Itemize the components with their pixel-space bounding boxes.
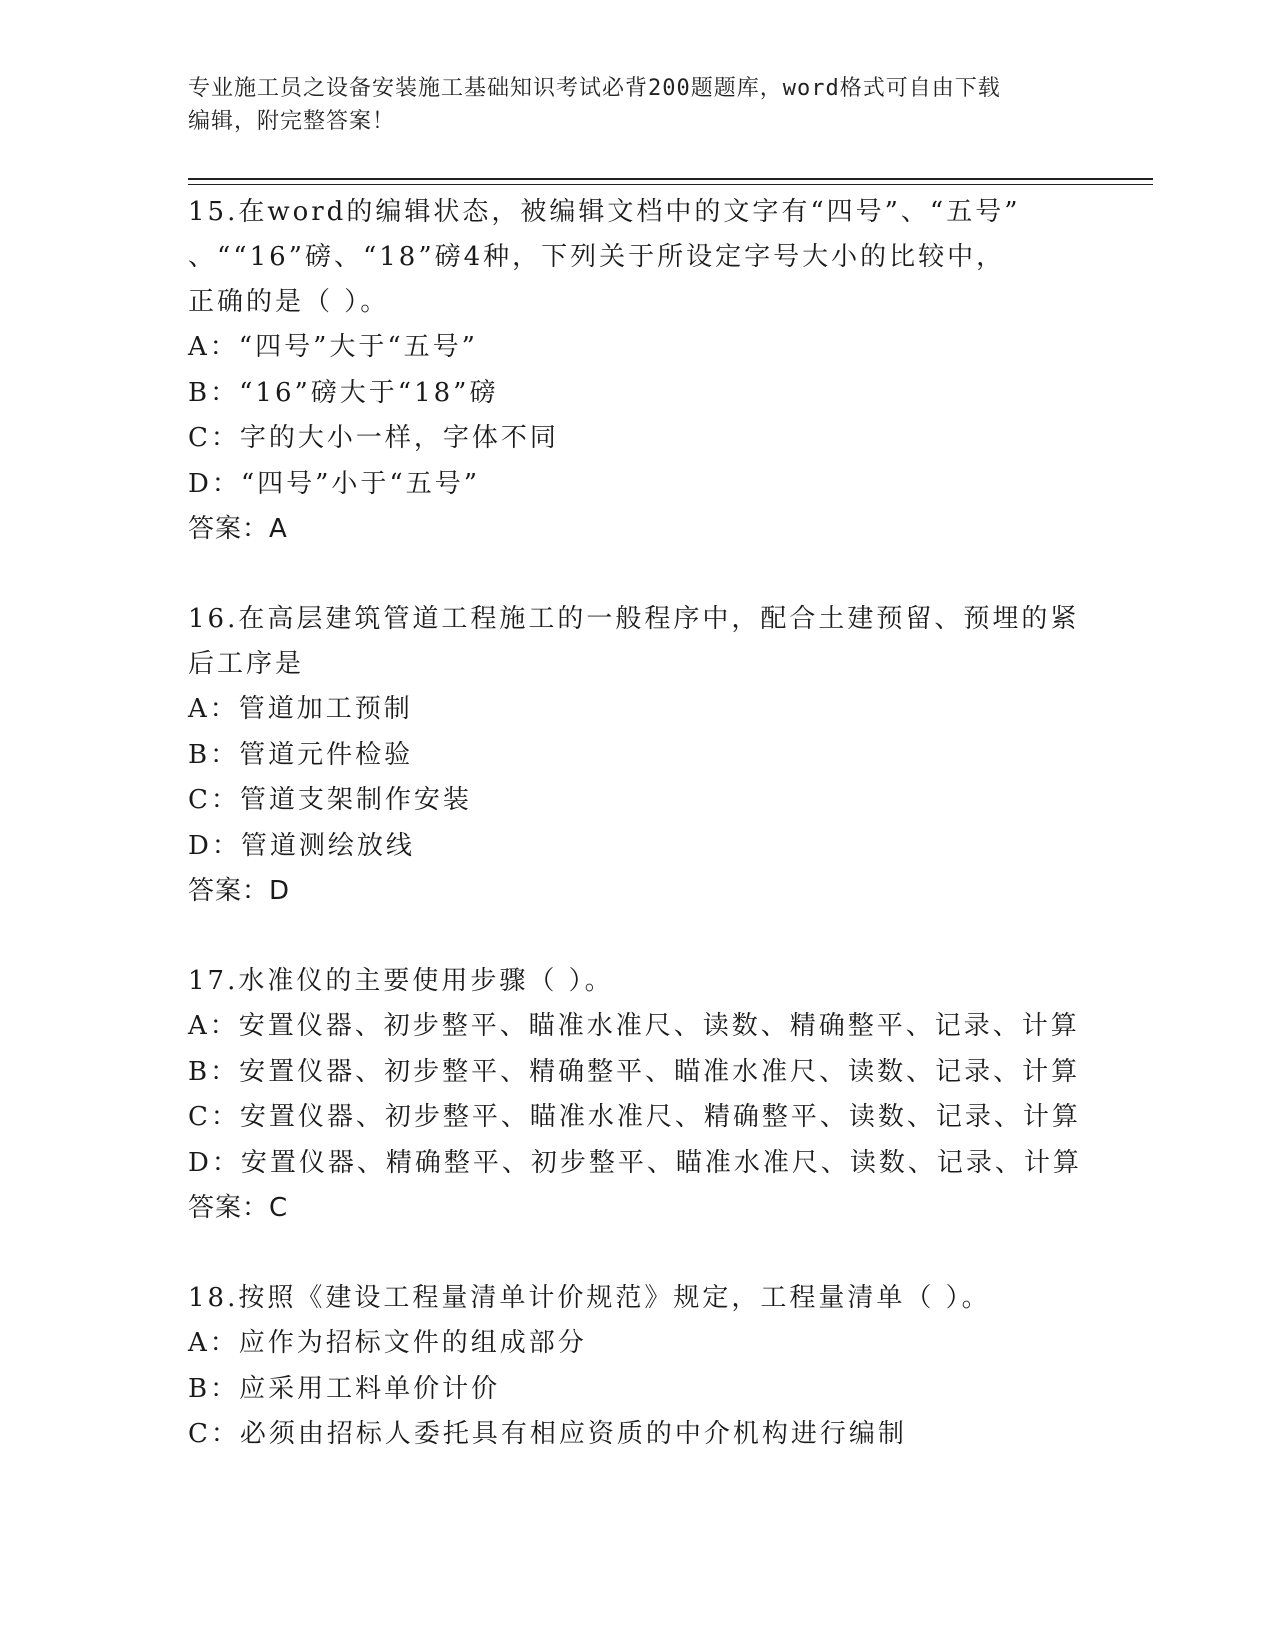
header-line-1: 专业施工员之设备安装施工基础知识考试必背200题题库，word格式可自由下载 — [188, 76, 1001, 101]
option-c: C：安置仪器、初步整平、瞄准水准尺、精确整平、读数、记录、计算 — [188, 1102, 1081, 1132]
header-divider-thick — [188, 178, 1153, 180]
option-a: A：应作为招标文件的组成部分 — [188, 1328, 587, 1358]
option-d: D：“四号”小于“五号” — [188, 468, 481, 499]
option-a: A：管道加工预制 — [188, 694, 413, 724]
question-18 — [188, 1276, 1088, 1458]
header-divider-thin — [188, 184, 1153, 185]
option-a: A：安置仪器、初步整平、瞄准水准尺、读数、精确整平、记录、计算 — [188, 1011, 1080, 1041]
answer-line: 答案：C — [188, 1193, 289, 1223]
question-stem-line: 15.在word的编辑状态，被编辑文档中的文字有“四号”、“五号” — [188, 197, 1021, 227]
option-c: C：必须由招标人委托具有相应资质的中介机构进行编制 — [188, 1419, 907, 1449]
spacer — [188, 914, 1088, 959]
option-c: C：管道支架制作安装 — [188, 785, 472, 815]
question-list — [188, 190, 1088, 1458]
header-line-2: 编辑，附完整答案！ — [188, 109, 396, 134]
option-b: B：“16”磅大于“18”磅 — [188, 377, 499, 408]
question-stem-line: 17.水准仪的主要使用步骤（ ）。 — [188, 966, 614, 996]
document-header — [188, 72, 1088, 138]
question-17 — [188, 959, 1088, 1231]
question-15 — [188, 190, 1088, 552]
answer-line: 答案：A — [188, 514, 288, 544]
question-16 — [188, 597, 1088, 914]
option-d: D：安置仪器、精确整平、初步整平、瞄准水准尺、读数、记录、计算 — [188, 1147, 1082, 1178]
spacer — [188, 1231, 1088, 1276]
answer-line: 答案：D — [188, 876, 291, 906]
question-stem-line: 16.在高层建筑管道工程施工的一般程序中，配合土建预留、预埋的紧 — [188, 604, 1080, 634]
question-stem-line: 、““16”磅、“18”磅4种，下列关于所设定字号大小的比较中， — [188, 242, 1006, 272]
option-b: B：安置仪器、初步整平、精确整平、瞄准水准尺、读数、记录、计算 — [188, 1056, 1081, 1087]
spacer — [188, 552, 1088, 597]
question-stem-line: 后工序是 — [188, 649, 305, 679]
option-d: D：管道测绘放线 — [188, 830, 415, 861]
option-b: B：应采用工料单价计价 — [188, 1373, 501, 1404]
option-a: A：“四号”大于“五号” — [188, 332, 478, 362]
question-stem-line: 18.按照《建设工程量清单计价规范》规定，工程量清单（ ）。 — [188, 1283, 991, 1313]
question-stem-line: 正确的是（ ）。 — [188, 287, 390, 317]
option-b: B：管道元件检验 — [188, 739, 414, 770]
option-c: C：字的大小一样，字体不同 — [188, 423, 559, 453]
